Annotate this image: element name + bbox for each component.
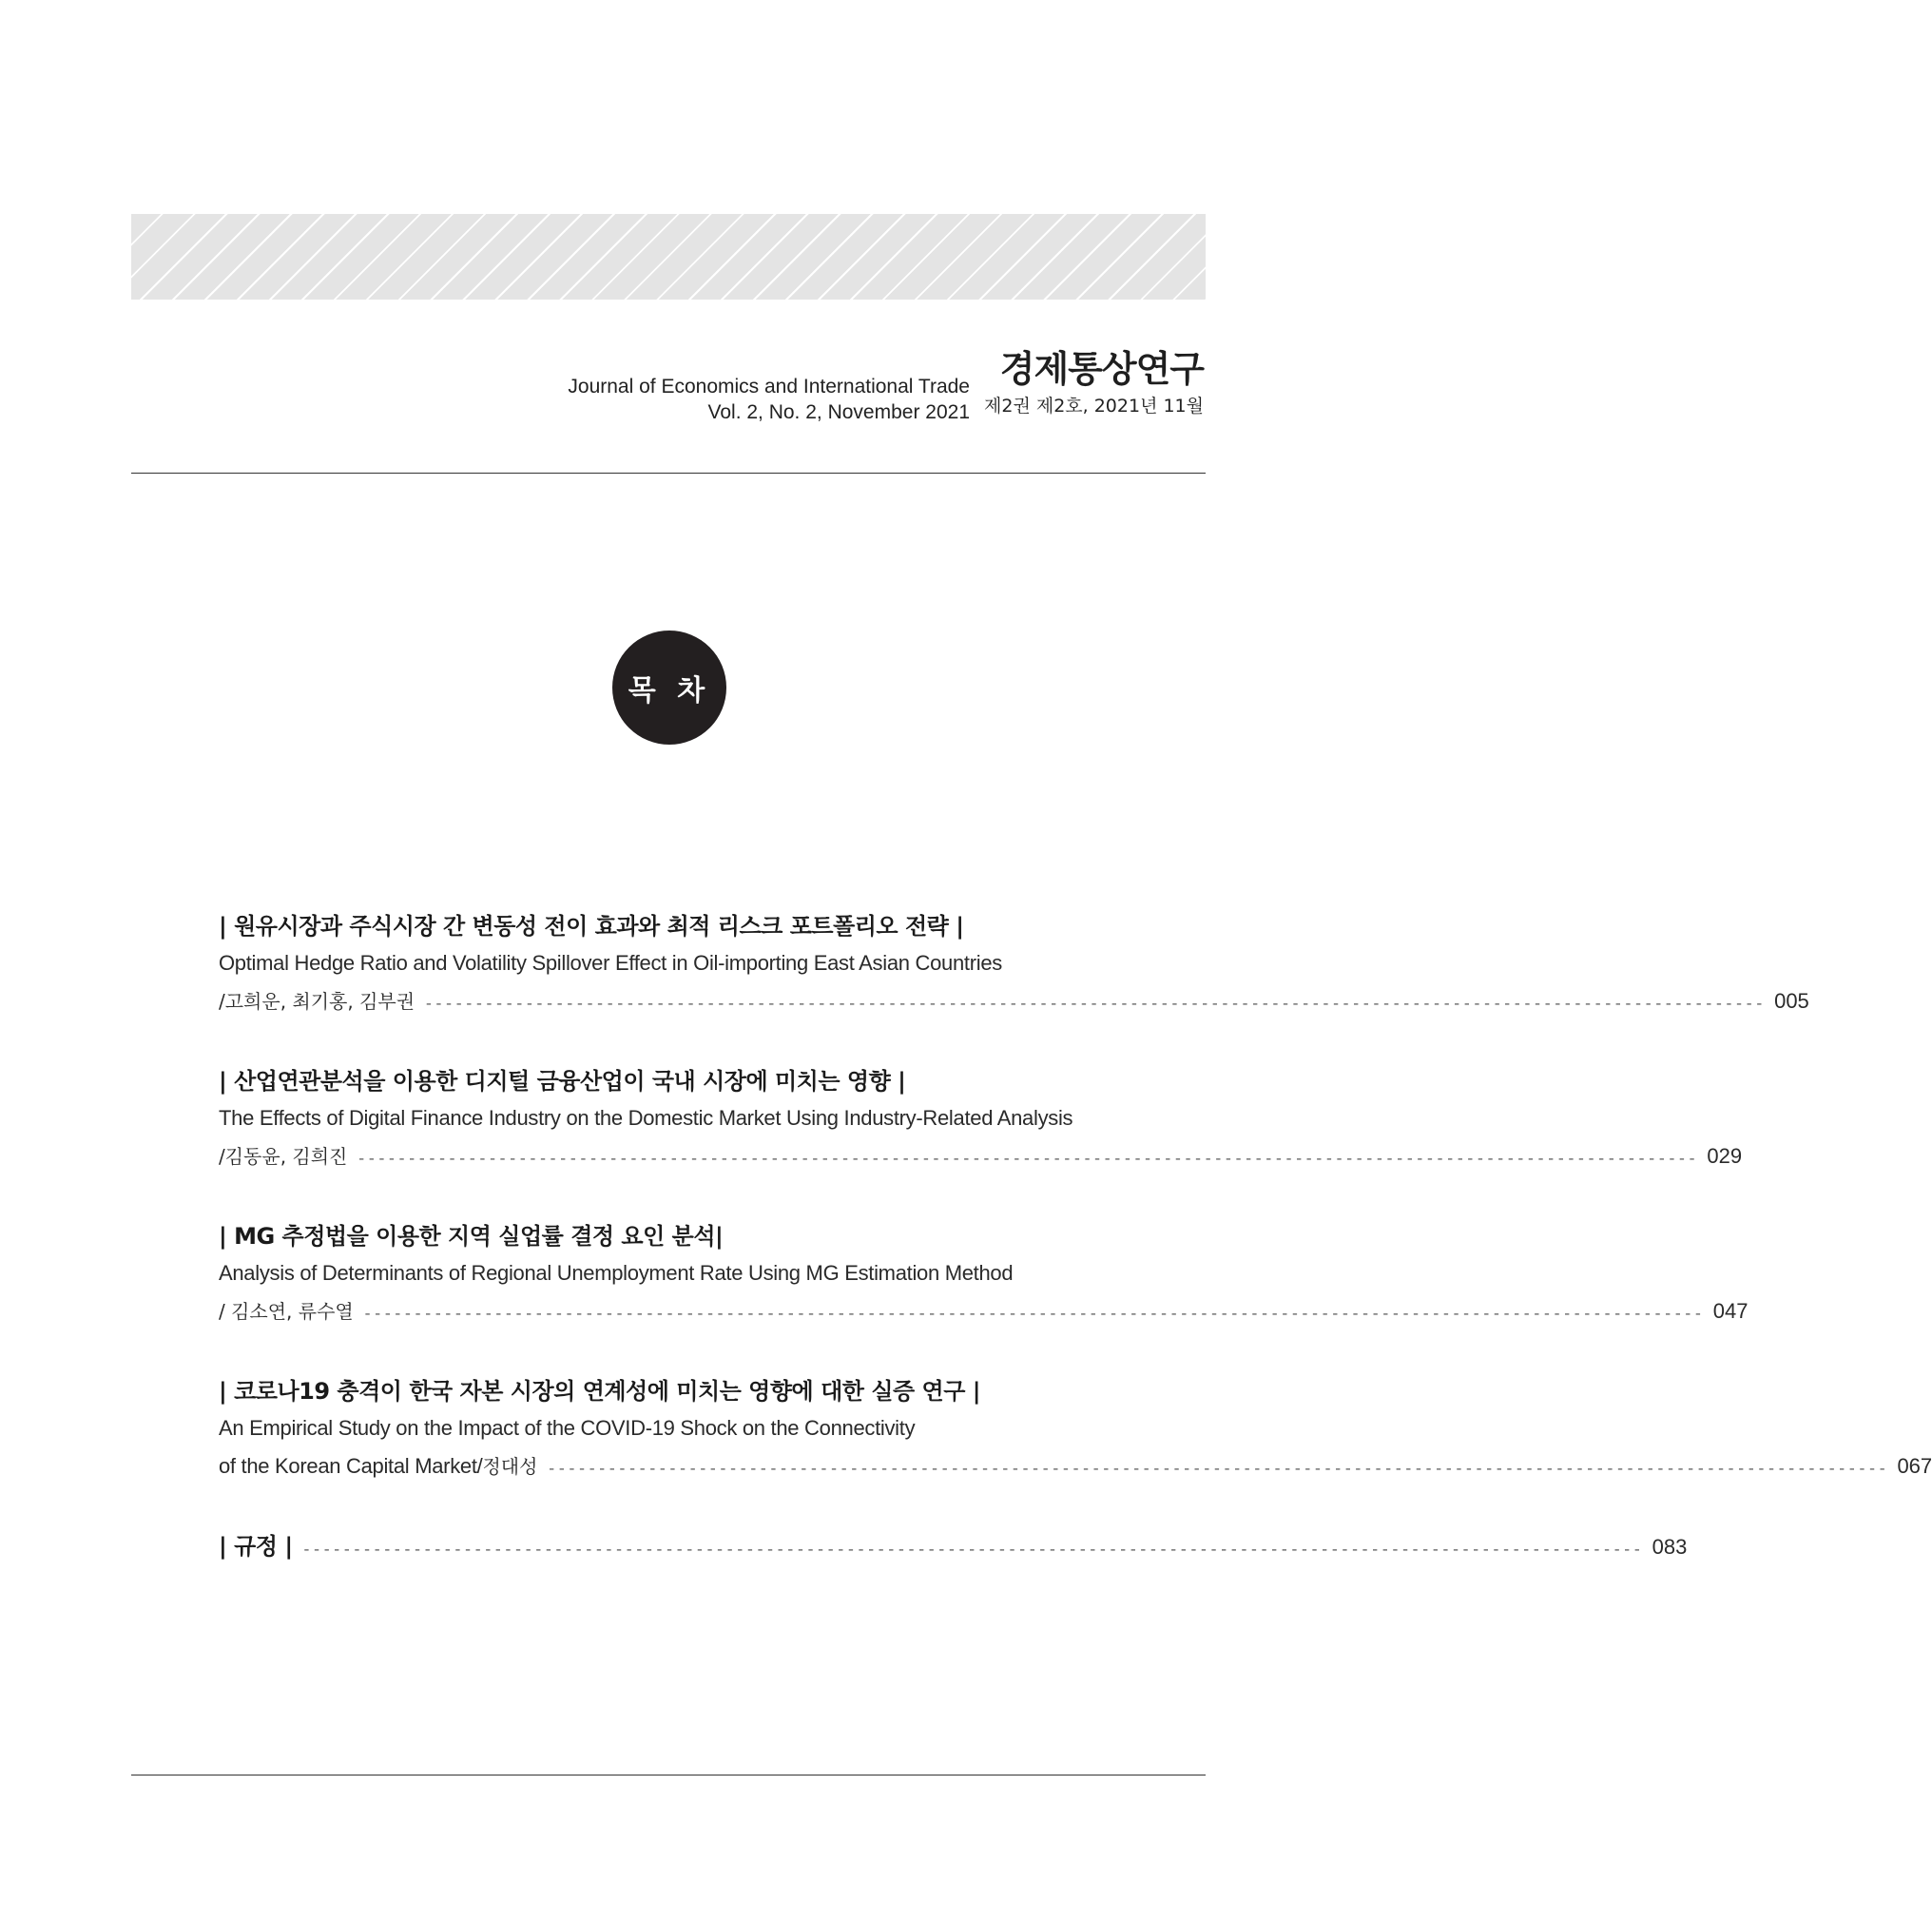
- entry-title-en: Optimal Hedge Ratio and Volatility Spillover Effect in Oil-importing East Asian Countries: [219, 951, 1002, 975]
- issue-ko: 제2권 제2호, 2021년 11월: [984, 396, 1204, 417]
- entry-authors: /김동윤, 김희진: [219, 1145, 348, 1168]
- dot-leader: -------------------------------------------------------------------------------------------------------------------------------------: [357, 1151, 1698, 1168]
- entry-authors: /고희운, 최기홍, 김부권: [219, 990, 415, 1013]
- entry-title-en: Analysis of Determinants of Regional Unemployment Rate Using MG Estimation Method: [219, 1261, 1014, 1285]
- regulation-page-number: 083: [1652, 1535, 1688, 1559]
- entry-title-en: The Effects of Digital Finance Industry on the Domestic Market Using Industry-Related Analysis: [219, 1106, 1073, 1130]
- header-divider: [131, 473, 1206, 474]
- decorative-hatch-bar: [131, 214, 1206, 300]
- dot-leader: -------------------------------------------------------------------------------------------------------------------------------------: [362, 1306, 1704, 1323]
- entry-page-number: 005: [1774, 989, 1809, 1013]
- entry-page-number: 029: [1707, 1144, 1743, 1168]
- dot-leader: -------------------------------------------------------------------------------------------------------------------------------------: [547, 1461, 1888, 1478]
- entry-title-ko: | 원유시장과 주식시장 간 변동성 전이 효과와 최적 리스크 포트폴리오 전략 |: [219, 913, 964, 940]
- journal-name-en: Journal of Economics and International Trade: [568, 376, 970, 398]
- issue-en: Vol. 2, No. 2, November 2021: [707, 401, 970, 423]
- entry-title-ko: | 산업연관분석을 이용한 디지털 금융산업이 국내 시장에 미치는 영향 |: [219, 1068, 906, 1095]
- entry-authors: / 김소연, 류수열: [219, 1300, 354, 1323]
- entry-title-ko: | 코로나19 충격이 한국 자본 시장의 연계성에 미치는 영향에 대한 실증 연구 |: [219, 1378, 981, 1405]
- toc-entry-regulation[interactable]: [219, 1528, 1688, 1564]
- toc-entry[interactable]: [219, 1063, 1743, 1178]
- journal-info-ko: [984, 347, 1204, 419]
- dot-leader: -------------------------------------------------------------------------------------------------------------------------------------: [301, 1542, 1643, 1559]
- toc-entry[interactable]: [219, 908, 1809, 1023]
- journal-name-ko: 경제통상연구: [999, 348, 1204, 390]
- toc-entry[interactable]: [219, 1373, 1932, 1488]
- entry-title-en: An Empirical Study on the Impact of the COVID-19 Shock on the Connectivity: [219, 1416, 916, 1440]
- entry-page-number: 067: [1897, 1454, 1932, 1478]
- entry-title-ko: | MG 추정법을 이용한 지역 실업률 결정 요인 분석|: [219, 1223, 724, 1250]
- toc-entry[interactable]: [219, 1218, 1748, 1333]
- entry-authors-line: [219, 1137, 1743, 1178]
- entry-title-en-continued: of the Korean Capital Market/: [219, 1454, 483, 1478]
- entry-page-number: 047: [1712, 1299, 1748, 1323]
- entry-authors-line: [219, 1292, 1748, 1333]
- entry-authors-line: [219, 982, 1809, 1023]
- journal-info-en: [568, 374, 970, 425]
- dot-leader: -------------------------------------------------------------------------------------------------------------------------------------: [424, 996, 1766, 1013]
- regulation-title: | 규정 |: [219, 1533, 293, 1560]
- entry-authors: 정대성: [482, 1455, 538, 1478]
- table-of-contents: [219, 908, 1932, 1564]
- entry-authors-line: [219, 1447, 1932, 1488]
- toc-badge: 목 차: [612, 631, 726, 745]
